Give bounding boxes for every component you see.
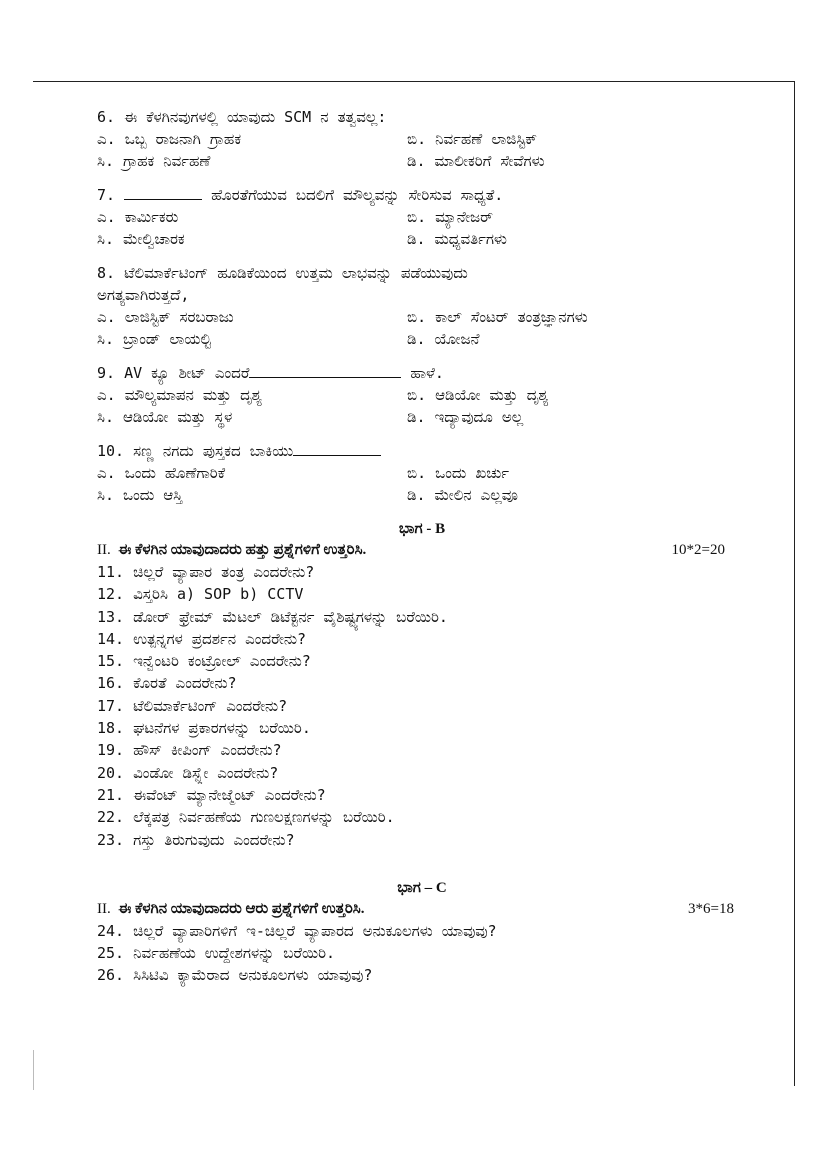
- instruction-number: II.: [97, 900, 111, 917]
- fill-blank: [293, 441, 381, 456]
- option-c: ಸಿ. ಮೇಲ್ವಿಚಾರಕ: [97, 230, 185, 248]
- mcq-question-8: [97, 262, 747, 350]
- question-end: ಹಾಳೆ.: [401, 364, 444, 382]
- short-question: 11. ಚಿಲ್ಲರೆ ವ್ಯಾಪಾರ ತಂತ್ರ ಎಂದರೇನು?: [97, 563, 315, 581]
- short-question: 15. ಇನ್ವೆಂಟರಿ ಕಂಟ್ರೋಲ್ ಎಂದರೇನು?: [97, 652, 311, 671]
- long-question: 25. ನಿರ್ವಹಣೆಯ ಉದ್ದೇಶಗಳನ್ನು ಬರೆಯಿರಿ.: [97, 944, 336, 963]
- part-b-title: ಭಾಗ - B: [398, 521, 446, 537]
- option-c: ಸಿ. ಗ್ರಾಹಕ ನಿರ್ವಹಣೆ: [97, 152, 211, 170]
- marks-allocation: 3*6=18: [688, 900, 734, 917]
- options-grid: [97, 384, 747, 428]
- option-a: ಎ. ಒಂದು ಹೊಣೆಗಾರಿಕೆ: [97, 464, 226, 482]
- option-d: ಡಿ. ಮಾಲೀಕರಿಗೆ ಸೇವೆಗಳು: [407, 152, 545, 170]
- option-a: ಎ. ಕಾರ್ಮಿಕರು: [97, 208, 179, 226]
- option-a: ಎ. ಮೌಲ್ಯಮಾಪನ ಮತ್ತು ದೃಶ್ಯ: [97, 386, 262, 404]
- short-question: 17. ಟೆಲಿಮಾರ್ಕೆಟಿಂಗ್ ಎಂದರೇನು?: [97, 696, 288, 715]
- mcq-question-7: [97, 184, 747, 250]
- question-number: 7.: [97, 186, 116, 204]
- options-grid: [97, 206, 747, 250]
- question-body: 10. ಸಣ್ಣ ನಗದು ಪುಸ್ತಕದ ಬಾಕಿಯು: [97, 442, 294, 460]
- option-c: ಸಿ. ಬ್ರಾಂಡ್ ಲಾಯಲ್ಟಿ: [97, 330, 212, 348]
- short-question: 20. ವಿಂಡೋ ಡಿಸ್ಪ್ಲೇ ಎಂದರೇನು?: [97, 763, 279, 782]
- part-b-instruction: [97, 540, 747, 561]
- mcq-question-9: [97, 362, 747, 428]
- short-question: 18. ಘಟನೆಗಳ ಪ್ರಕಾರಗಳನ್ನು ಬರೆಯಿರಿ.: [97, 719, 311, 738]
- question-text: [97, 440, 747, 462]
- short-question: 21. ಈವೆಂಟ್ ಮ್ಯಾನೇಜ್ಮೆಂಟ್ ಎಂದರೇನು?: [97, 785, 326, 804]
- question-body: ಹೊರತೆಗೆಯುವ ಬದಲಿಗೆ ಮೌಲ್ಯವನ್ನು ಸೇರಿಸುವ ಸಾಧ್ಯತೆ.: [211, 186, 504, 204]
- long-question: 24. ಚಿಲ್ಲರೆ ವ್ಯಾಪಾರಿಗಳಿಗೆ ಇ-ಚಿಲ್ಲರೆ ವ್ಯಾಪಾರದ ಅನುಕೂಲಗಳು ಯಾವುವು?: [97, 921, 497, 940]
- option-c: ಸಿ. ಒಂದು ಆಸ್ತಿ: [97, 486, 183, 504]
- instruction-text: ಈ ಕೆಳಗಿನ ಯಾವುದಾದರು ಆರು ಪ್ರಶ್ನೆಗಳಿಗೆ ಉತ್ತರಿಸಿ.: [118, 900, 365, 917]
- marks-allocation: 10*2=20: [671, 542, 725, 558]
- page-border-right: [794, 81, 795, 1086]
- question-text-line2: ಅಗತ್ಯವಾಗಿರುತ್ತದೆ,: [97, 286, 190, 304]
- long-question: 26. ಸಿಸಿಟಿವಿ ಕ್ಯಾಮೆರಾದ ಅನುಕೂಲಗಳು ಯಾವುವು?: [97, 966, 373, 985]
- short-question: 23. ಗಸ್ತು ತಿರುಗುವುದು ಎಂದರೇನು?: [97, 830, 295, 849]
- instruction-text: ಈ ಕೆಳಗಿನ ಯಾವುದಾದರು ಹತ್ತು ಪ್ರಶ್ನೆಗಳಿಗೆ ಉತ್ತರಿಸಿ.: [118, 542, 367, 558]
- mcq-question-6: [97, 106, 747, 172]
- part-c-title: ಭಾಗ – C: [397, 879, 447, 896]
- short-question: 12. ವಿಸ್ತರಿಸಿ a) SOP b) CCTV: [97, 585, 304, 604]
- option-d: ಡಿ. ಮೇಲಿನ ಎಲ್ಲವೂ: [407, 486, 518, 504]
- question-text: 8. ಟೆಲಿಮಾರ್ಕೆಟಿಂಗ್ ಹೂಡಿಕೆಯಿಂದ ಉತ್ತಮ ಲಾಭವನ್ನು ಪಡೆಯುವುದು: [97, 264, 468, 282]
- option-b: ಬಿ. ಒಂದು ಖರ್ಚು: [407, 464, 510, 482]
- options-grid: [97, 462, 747, 506]
- instruction-number: II.: [97, 542, 111, 558]
- short-question: 14. ಉತ್ಪನ್ನಗಳ ಪ್ರದರ್ಶನ ಎಂದರೇನು?: [97, 629, 307, 648]
- question-body: 9. AV ಕ್ಯೂ ಶೀಟ್ ಎಂದರೆ: [97, 364, 250, 382]
- question-text: [97, 362, 747, 384]
- question-text: 6. ಈ ಕೆಳಗಿನವುಗಳಲ್ಲಿ ಯಾವುದು SCM ನ ತತ್ವವಲ್ಲ:: [97, 108, 387, 126]
- option-b: ಬಿ. ಆಡಿಯೋ ಮತ್ತು ದೃಶ್ಯ: [407, 386, 549, 404]
- option-d: ಡಿ. ಇದ್ಯಾವುದೂ ಅಲ್ಲ: [407, 408, 524, 426]
- short-question: 16. ಕೊರತೆ ಎಂದರೇನು?: [97, 674, 237, 693]
- part-c-question-list: [97, 920, 747, 987]
- mcq-question-10: [97, 440, 747, 506]
- option-b: ಬಿ. ಕಾಲ್ ಸೆಂಟರ್ ತಂತ್ರಜ್ಞಾನಗಳು: [407, 308, 588, 326]
- question-text: [97, 184, 747, 206]
- short-question: 13. ಡೋರ್ ಫ್ರೇಮ್ ಮೆಟಲ್ ಡಿಟೆಕ್ಟರ್ನ ವೈಶಿಷ್ಟ್ಯಗಳನ್ನು ಬರೆಯಿರಿ.: [97, 607, 448, 626]
- short-question: 19. ಹೌಸ್ ಕೀಪಿಂಗ್ ಎಂದರೇನು?: [97, 741, 282, 760]
- option-b: ಬಿ. ಮ್ಯಾನೇಜರ್: [407, 208, 493, 226]
- part-b-question-list: [97, 561, 747, 851]
- option-b: ಬಿ. ನಿರ್ವಹಣೆ ಲಾಜಿಸ್ಟಿಕ್: [407, 130, 537, 148]
- short-question: 22. ಲೆಕ್ಕಪತ್ರ ನಿರ್ವಹಣೆಯ ಗುಣಲಕ್ಷಣಗಳನ್ನು ಬರೆಯಿರಿ.: [97, 808, 395, 827]
- option-a: ಎ. ಲಾಜಿಸ್ಟಿಕ್ ಸರಬರಾಜು: [97, 308, 234, 326]
- part-c-instruction: [97, 899, 747, 920]
- page-border-top: [33, 81, 795, 82]
- option-c: ಸಿ. ಆಡಿಯೋ ಮತ್ತು ಸ್ಥಳ: [97, 408, 233, 426]
- options-grid: [97, 128, 747, 172]
- option-a: ಎ. ಒಬ್ಬ ರಾಜನಾಗಿ ಗ್ರಾಹಕ: [97, 130, 242, 148]
- fill-blank: [249, 363, 401, 378]
- fill-blank: [124, 185, 202, 200]
- options-grid: [97, 306, 747, 350]
- page-border-left-fragment: [33, 1050, 34, 1090]
- option-d: ಡಿ. ಯೋಜನೆ: [407, 330, 480, 348]
- exam-content: [97, 106, 747, 987]
- option-d: ಡಿ. ಮಧ್ಯವರ್ತಿಗಳು: [407, 230, 507, 248]
